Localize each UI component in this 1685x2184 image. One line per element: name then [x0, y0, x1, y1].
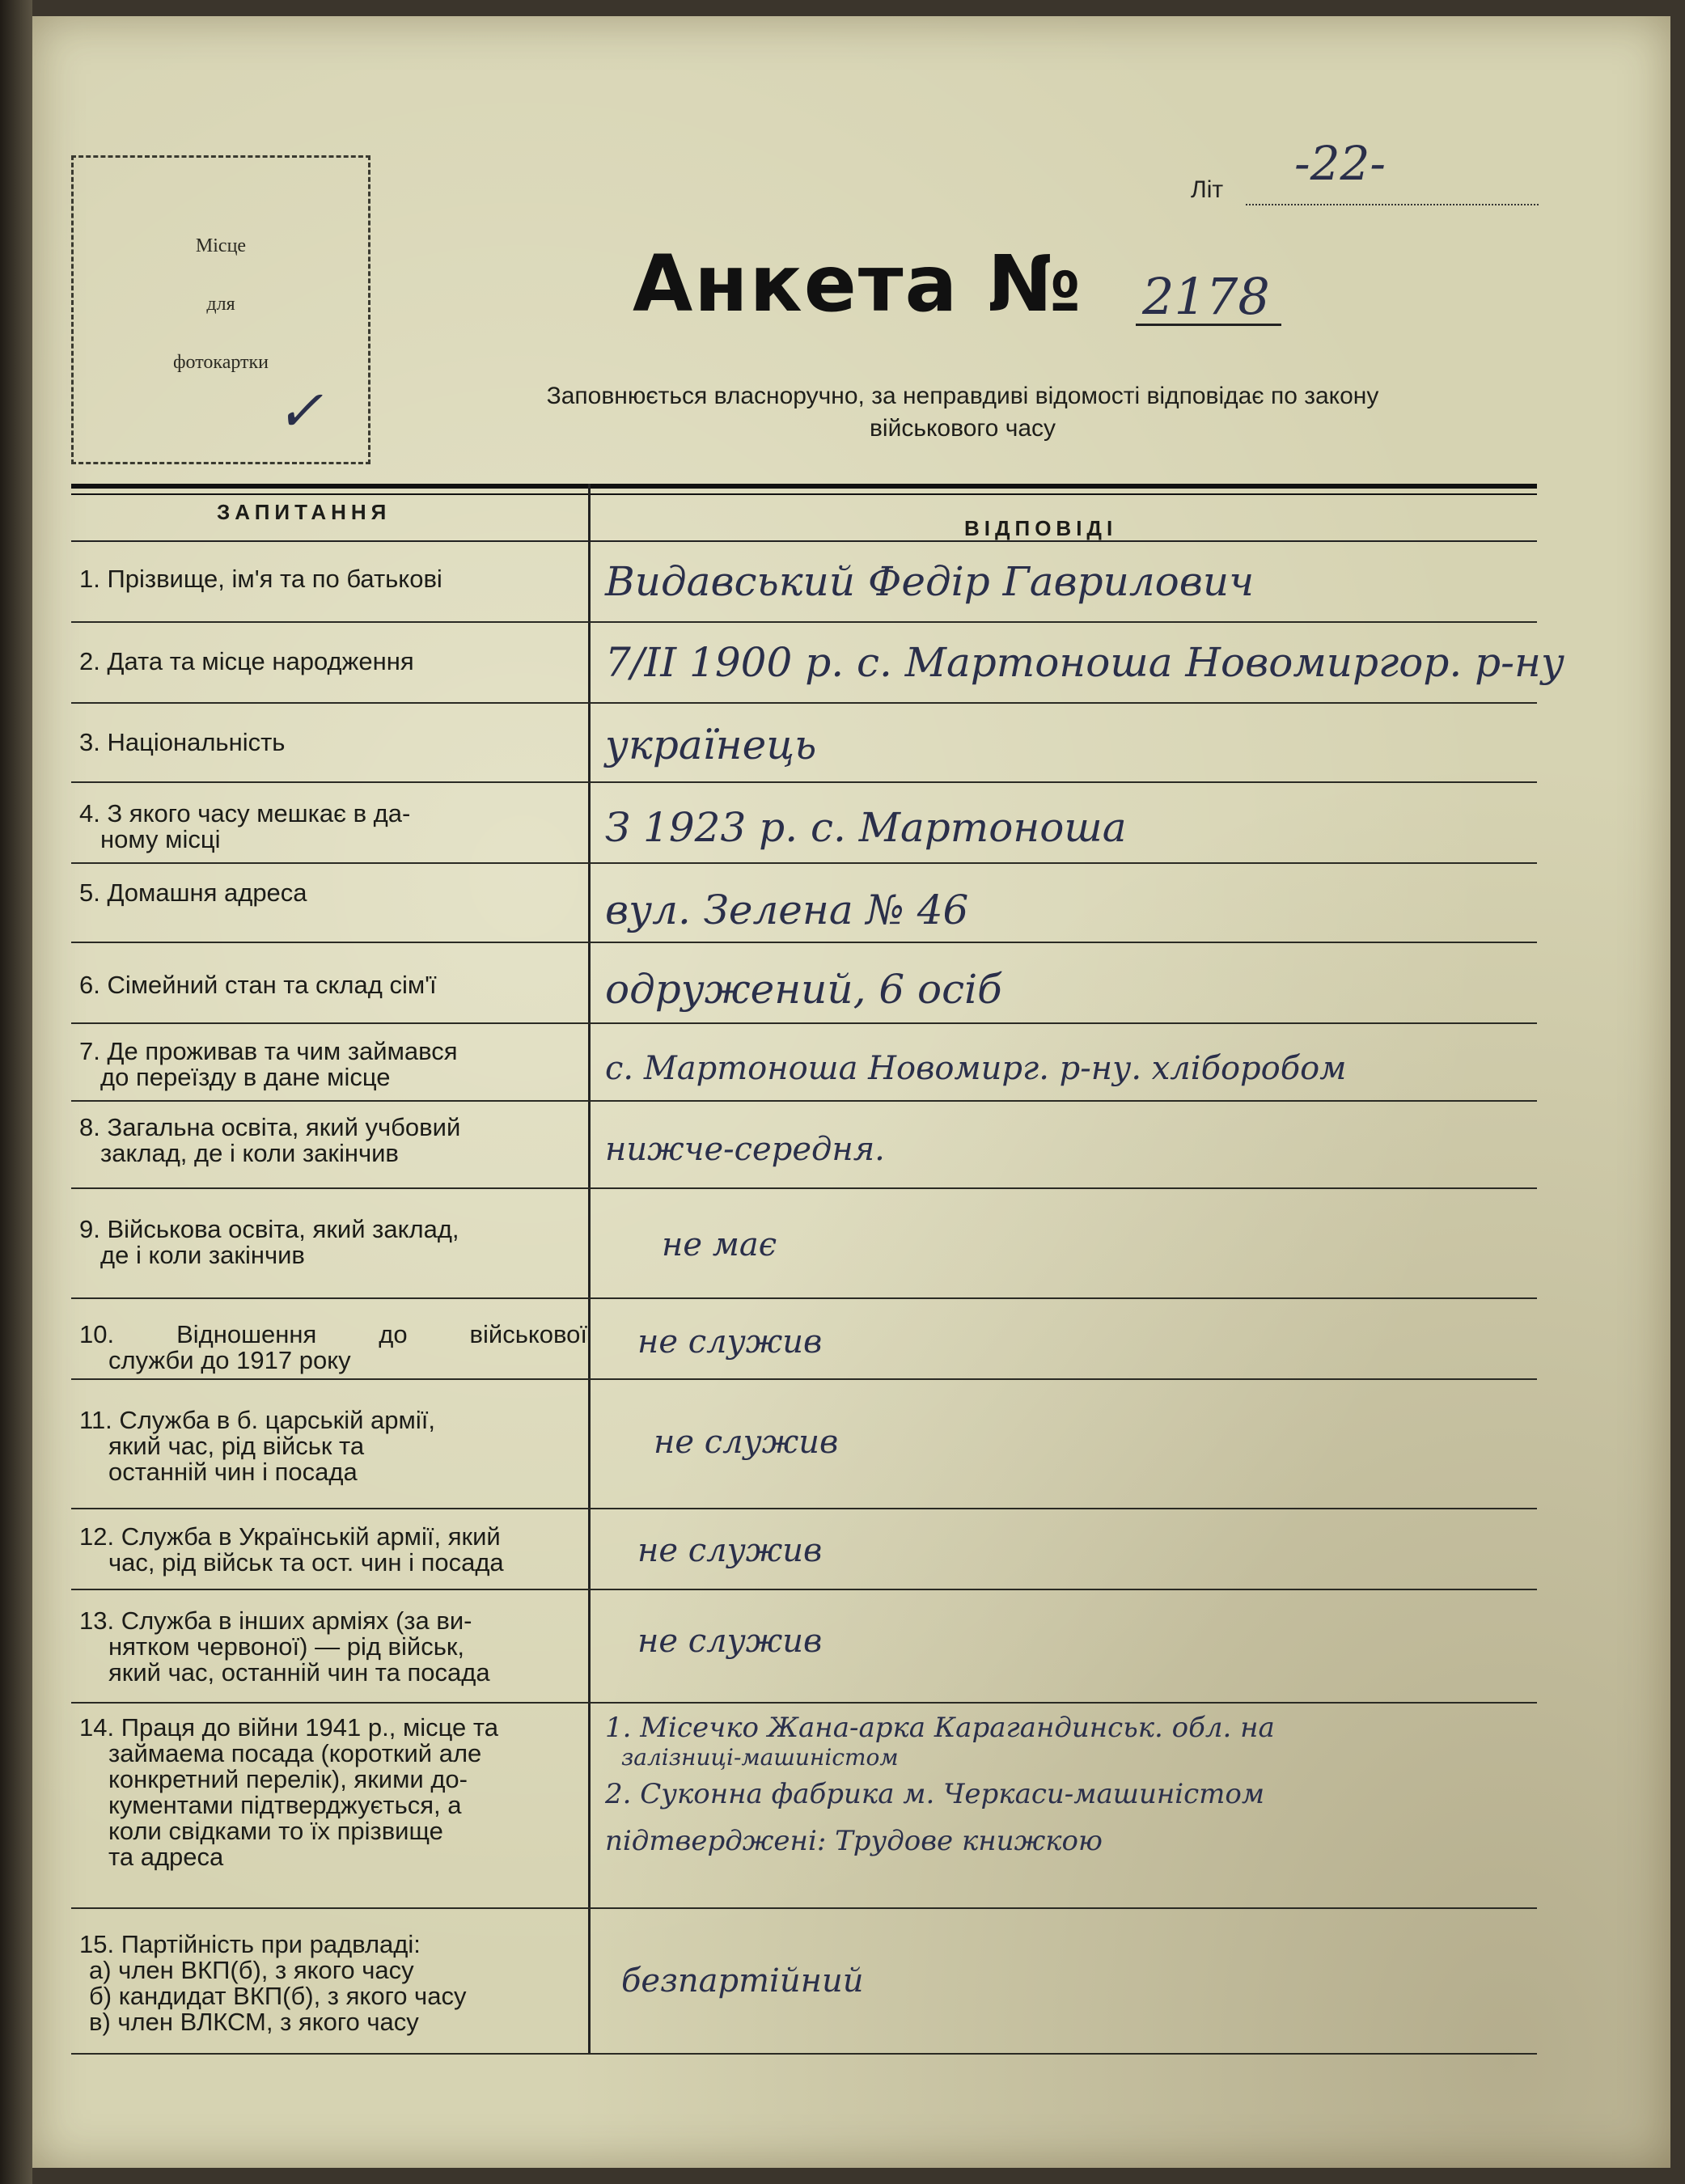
answer-7: с. Мартоноша Новомирг. р-ну. хліборобом	[605, 1050, 1347, 1087]
table-row	[71, 1704, 1537, 1909]
header-questions: ЗАПИТАННЯ	[217, 500, 392, 524]
answer-4: З 1923 р. с. Мартоноша	[605, 804, 1127, 851]
question-8: 8. Загальна освіта, який учбовий заклад, де і коли закінчив	[79, 1113, 461, 1167]
question-14: 14. Праця до війни 1941 р., місце та займаема посада (короткий але конкретний перелік), якими до- кументами підтверджується, а коли свідками то їх прізвище та адреса	[79, 1713, 498, 1871]
photo-label-line3: фотокартки	[172, 352, 269, 373]
checkmark-icon: ✓	[276, 378, 324, 444]
questionnaire-number: 2178	[1142, 267, 1270, 326]
question-13: 13. Служба в інших арміях (за ви- нятком червоної) — рід військ, який час, останній чин та посада	[79, 1606, 490, 1687]
answer-14-line1: 1. Місечко Жана-арка Карагандинськ. обл. на	[605, 1712, 1275, 1744]
answer-12: не служив	[637, 1532, 823, 1569]
table-row	[71, 1509, 1537, 1590]
answer-8: нижче-середня.	[605, 1131, 885, 1168]
lit-label: Літ	[1191, 176, 1224, 203]
answer-14-line3: 2. Суконна фабрика м. Черкаси-машиністом	[605, 1778, 1265, 1810]
lit-line	[1246, 204, 1539, 205]
table-row	[71, 1909, 1537, 2069]
answer-3: українець	[605, 722, 817, 768]
table-row	[71, 943, 1537, 1024]
answer-9: не має	[662, 1226, 777, 1263]
table-row	[71, 1380, 1537, 1509]
answer-14-line4: підтверджені: Трудове книжкою	[605, 1825, 1103, 1857]
question-6: 6. Сімейний стан та склад сім'ї	[79, 971, 437, 999]
header-answers: ВІДПОВІДІ	[964, 516, 1118, 540]
table-row	[71, 1299, 1537, 1380]
question-2: 2. Дата та місце народження	[79, 647, 414, 675]
answer-13: не служив	[637, 1623, 823, 1660]
table-row	[71, 1102, 1537, 1189]
table-row	[71, 864, 1537, 943]
table-row	[71, 783, 1537, 864]
table-row	[71, 1189, 1537, 1299]
subtitle-line2: військового часу	[869, 415, 1056, 442]
photo-label-line2: для	[206, 294, 235, 315]
answer-11: не служив	[654, 1424, 839, 1461]
answer-5: вул. Зелена № 46	[605, 887, 969, 933]
title-number-line	[1136, 324, 1281, 326]
answer-6: одружений, 6 осіб	[605, 966, 1002, 1013]
answer-15: безпартійний	[621, 1962, 864, 2000]
question-9: 9. Військова освіта, який заклад, де і коли закінчив	[79, 1215, 459, 1269]
photo-placeholder	[71, 155, 370, 464]
answer-14-line2: залізниці-машиністом	[621, 1744, 899, 1771]
lit-value: -22-	[1294, 136, 1386, 191]
book-spine	[0, 0, 32, 2184]
table-top-rule	[71, 484, 1537, 489]
question-4: 4. З якого часу мешкає в да- ному місці	[79, 799, 411, 853]
page-title: Анкета №	[633, 239, 1083, 329]
subtitle-line1: Заповнюється власноручно, за неправдиві відомості відповідає по закону	[546, 383, 1379, 409]
question-11: 11. Служба в б. царській армії, який час, рід військ та останній чин і посада	[79, 1406, 435, 1486]
question-1: 1. Прізвище, ім'я та по батькові	[79, 565, 442, 593]
question-5: 5. Домашня адреса	[79, 878, 307, 907]
questionnaire-page	[32, 16, 1670, 2168]
photo-label-line1: Місце	[195, 235, 247, 256]
question-7: 7. Де проживав та чим займався до переїзду в дане місце	[79, 1037, 458, 1091]
table-row	[71, 623, 1564, 704]
subtitle	[396, 380, 1529, 445]
question-15: 15. Партійність при радвладі: а) член ВКП(б), з якого часу б) кандидат ВКП(б), з якого часу в) член ВЛКСМ, з якого часу	[79, 1930, 467, 2036]
table-top-rule-thin	[71, 493, 1537, 495]
question-3: 3. Національність	[79, 728, 286, 756]
answer-10: не служив	[637, 1323, 823, 1361]
table-row	[71, 704, 1537, 783]
table-row	[71, 542, 1537, 623]
table-row	[71, 1590, 1537, 1704]
table-row	[71, 1024, 1537, 1102]
answer-1: Видавський Федір Гаврилович	[605, 558, 1255, 605]
answer-2: 7/ІІ 1900 р. с. Мартоноша Новомиргор. р-ну	[605, 639, 1564, 686]
question-10: 10. Відношення до військової служби до 1917 року	[79, 1320, 587, 1374]
question-12: 12. Служба в Українській армії, який час, рід військ та ост. чин і посада	[79, 1522, 504, 1577]
table-bottom-rule	[71, 2053, 1537, 2055]
